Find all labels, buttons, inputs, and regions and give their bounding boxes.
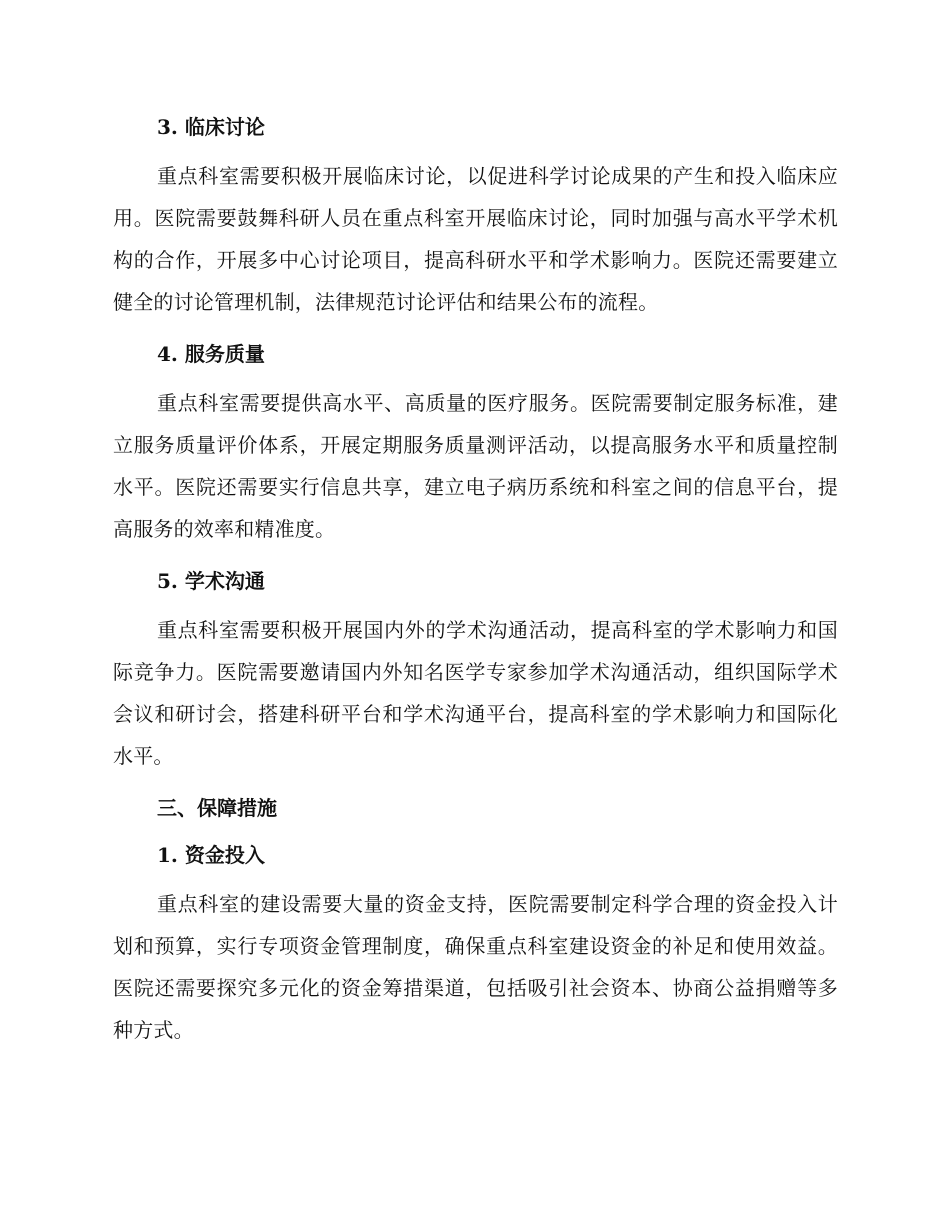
document-body [113, 112, 838, 1051]
spacer [113, 597, 838, 609]
spacer [113, 550, 838, 566]
section-heading-funding: 1. 资金投入 [157, 843, 265, 867]
paragraph-academic-communication: 重点科室需要积极开展国内外的学术沟通活动，提高科室的学术影响力和国际竞争力。医院需要邀请国内外知名医学专家参加学术沟通活动，组织国际学术会议和研讨会，搭建科研平台和学术沟通平台，提高科室的学术影响力和国际化水平。 [113, 618, 838, 768]
spacer [113, 871, 838, 883]
section-heading-academic-communication: 5. 学术沟通 [157, 569, 265, 593]
spacer [113, 323, 838, 339]
part-heading-safeguards: 三、保障措施 [157, 796, 277, 820]
section-heading-clinical-discussion: 3. 临床讨论 [157, 115, 265, 139]
spacer [113, 143, 838, 155]
spacer [113, 777, 838, 793]
section-heading-service-quality: 4. 服务质量 [157, 342, 265, 366]
spacer [113, 370, 838, 382]
spacer [113, 824, 838, 840]
paragraph-service-quality: 重点科室需要提供高水平、高质量的医疗服务。医院需要制定服务标准，建立服务质量评价体系，开展定期服务质量测评活动，以提高服务水平和质量控制水平。医院还需要实行信息共享，建立电子病历系统和科室之间的信息平台，提高服务的效率和精准度。 [113, 391, 838, 541]
paragraph-funding: 重点科室的建设需要大量的资金支持，医院需要制定科学合理的资金投入计划和预算，实行专项资金管理制度，确保重点科室建设资金的补足和使用效益。医院还需要探究多元化的资金筹措渠道，包括吸引社会资本、协商公益捐赠等多种方式。 [113, 892, 838, 1042]
paragraph-clinical-discussion: 重点科室需要积极开展临床讨论，以促进科学讨论成果的产生和投入临床应用。医院需要鼓舞科研人员在重点科室开展临床讨论，同时加强与高水平学术机构的合作，开展多中心讨论项目，提高科研水平和学术影响力。医院还需要建立健全的讨论管理机制，法律规范讨论评估和结果公布的流程。 [113, 164, 838, 314]
